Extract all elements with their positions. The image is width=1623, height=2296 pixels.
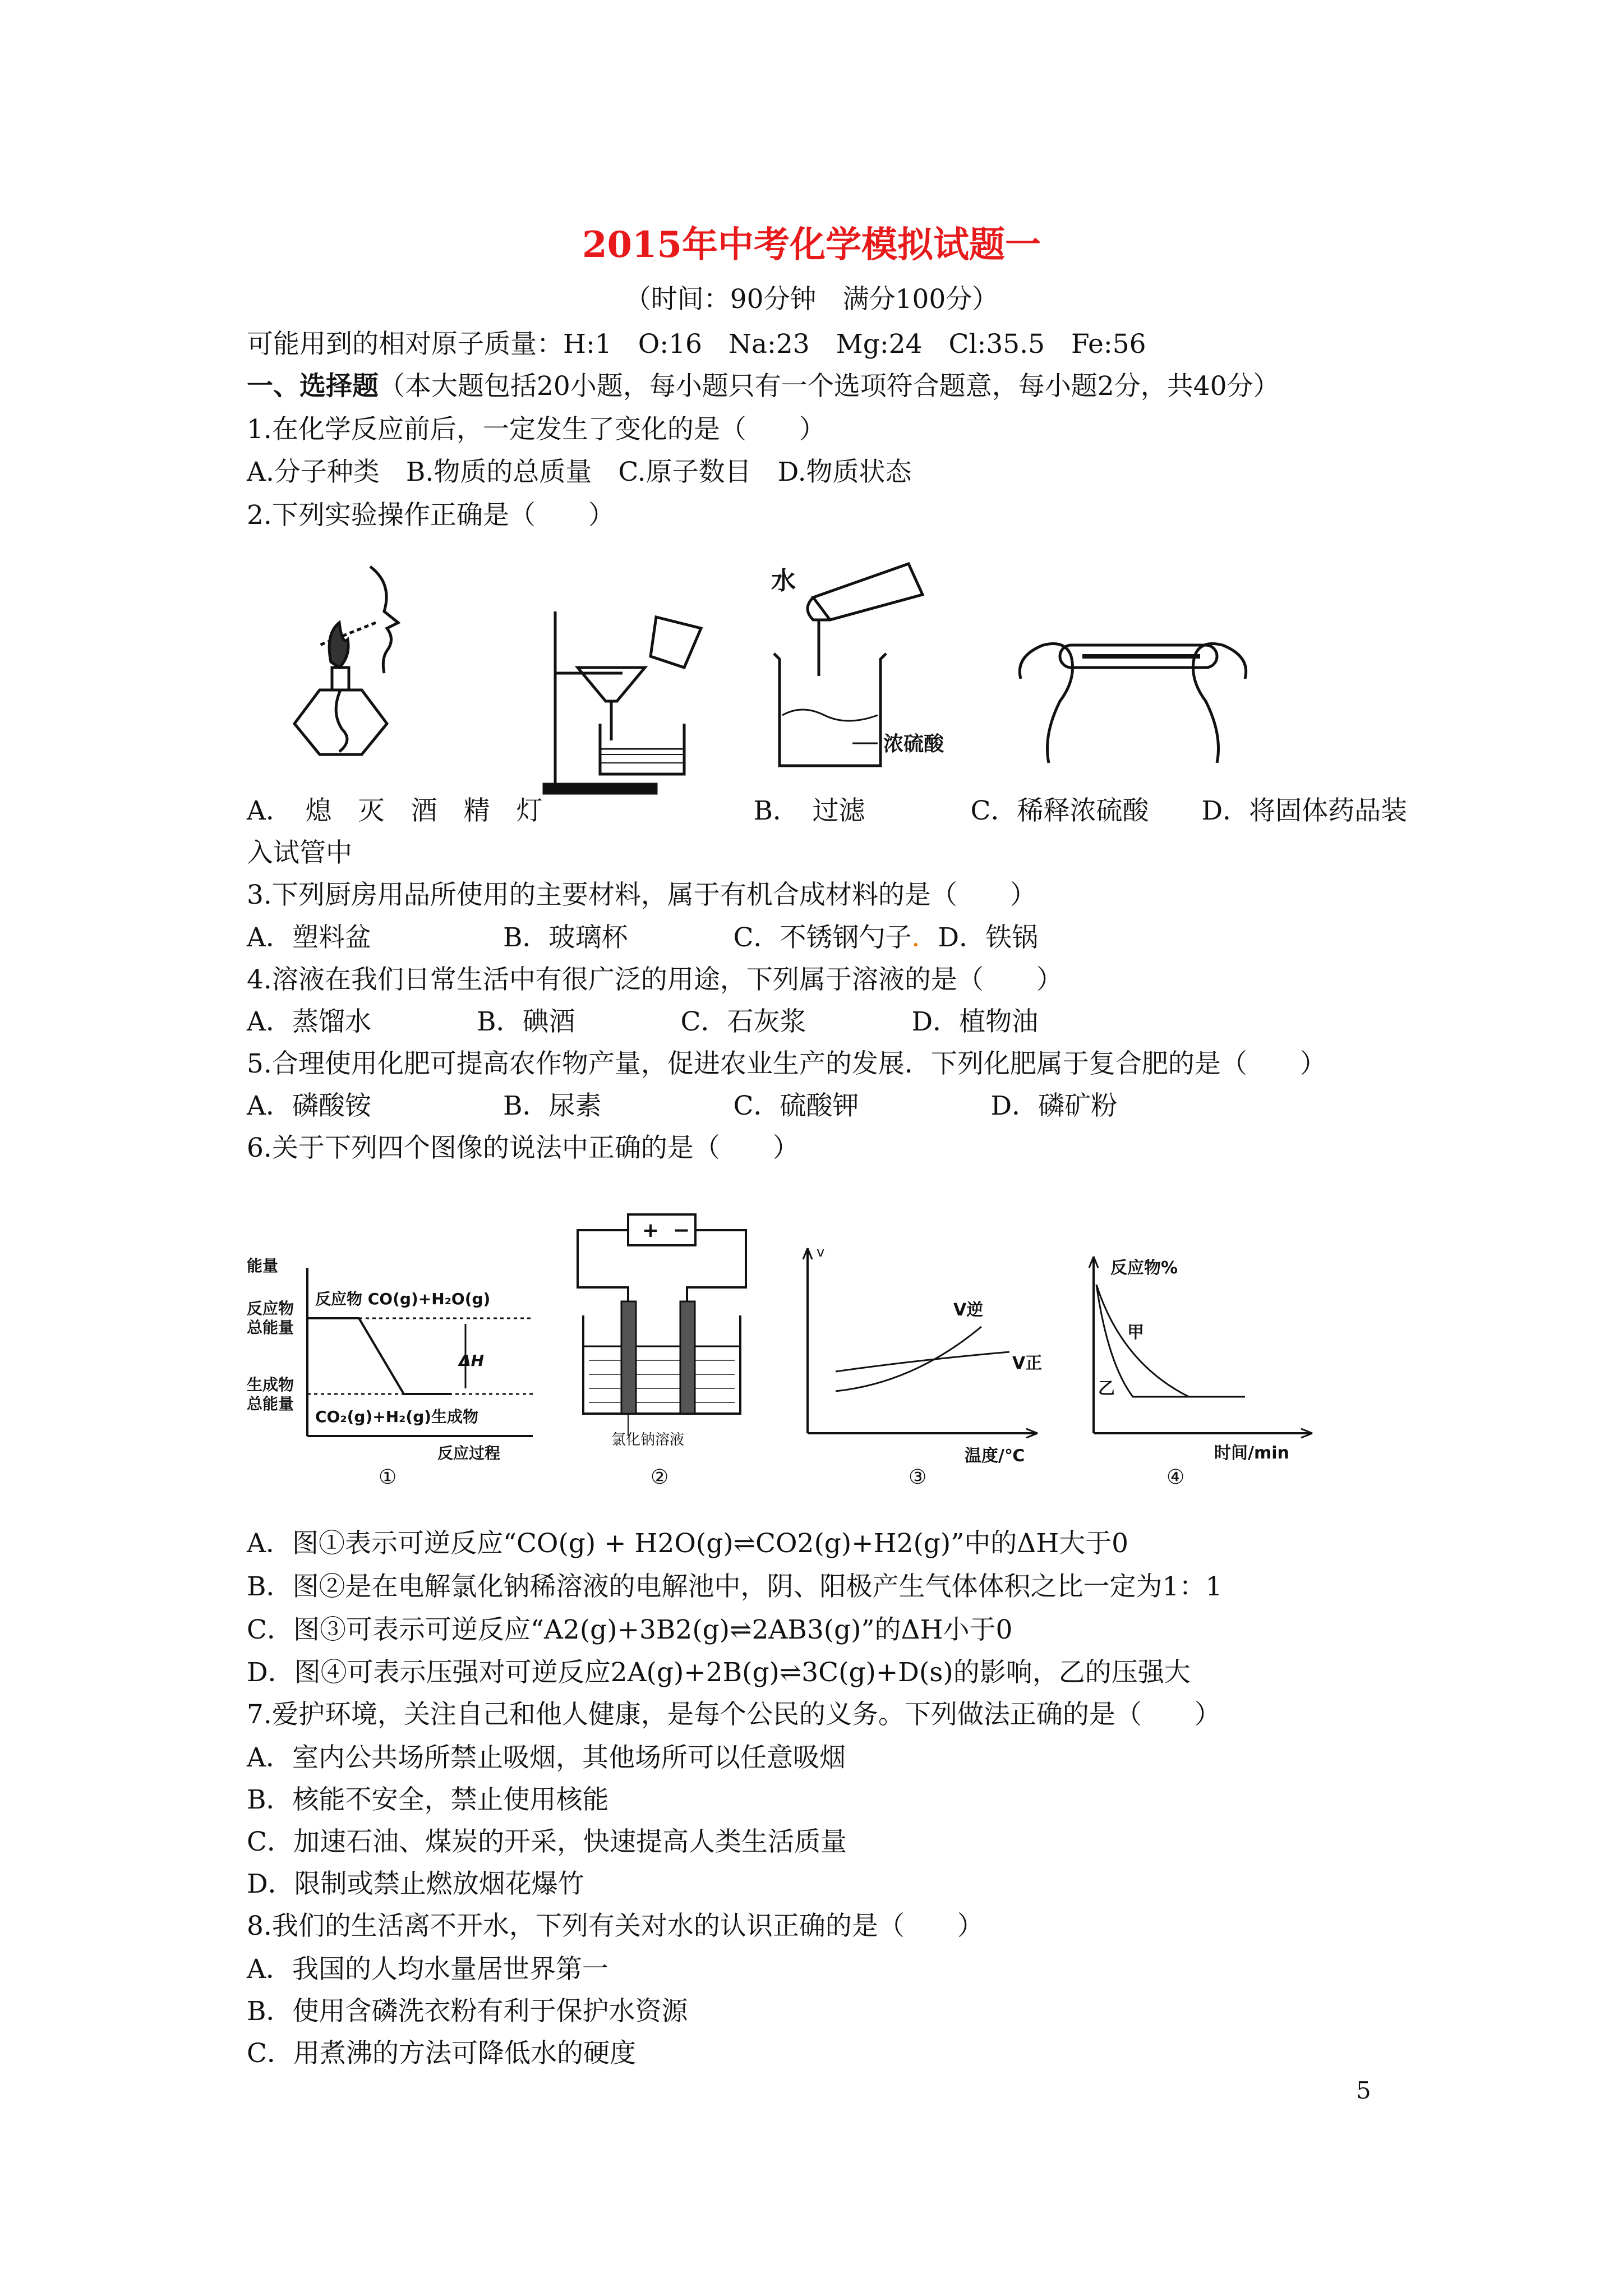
graph-4-number: ④ <box>1166 1466 1185 1489</box>
q6-option-b: B．图②是在电解氯化钠稀溶液的电解池中，阴、阳极产生气体体积之比一定为1：1 <box>247 1571 1223 1602</box>
section-title: 一、选择题 <box>247 371 379 402</box>
water-label: 水 <box>771 567 796 595</box>
q3-options <box>247 924 1038 951</box>
q5-stem: 5.合理使用化肥可提高农作物产量，促进农业生产的发展．下列化肥属于复合肥的是（ ） <box>247 1048 1326 1079</box>
positive-terminal: + <box>642 1219 660 1242</box>
graph-1-number: ① <box>379 1466 397 1489</box>
reaction-progress-label: 反应过程 <box>437 1444 501 1462</box>
q6-option-c: C．图③可表示可逆反应“A2(g)+3B2(g)⇌2AB3(g)”的ΔH小于0 <box>247 1614 1013 1645</box>
q2-options: A． 熄 灭 酒 精 灯 B． 过滤 C．稀释浓硫酸 D．将固体药品装 <box>247 795 1408 826</box>
q1-stem: 1.在化学反应前后，一定发生了变化的是（ ） <box>247 414 826 445</box>
q2-stem: 2.下列实验操作正确是（ ） <box>247 500 615 531</box>
q8-stem: 8.我们的生活离不开水，下列有关对水的认识正确的是（ ） <box>247 1911 984 1941</box>
q1-options: A.分子种类 B.物质的总质量 C.原子数目 D.物质状态 <box>247 457 912 487</box>
product-total-1: 生成物 <box>247 1375 294 1394</box>
v-forward-label: V正 <box>1012 1354 1043 1373</box>
time-axis-label: 时间/min <box>1214 1443 1289 1463</box>
q6-option-d: D．图④可表示压强对可逆反应2A(g)+2B(g)⇌3C(g)+D(s)的影响，乙的压强大 <box>247 1657 1191 1688</box>
energy-diagram <box>247 1251 550 1487</box>
page-title: 2015年中考化学模拟试题一 <box>582 224 1041 266</box>
curve-yi-label: 乙 <box>1098 1379 1115 1398</box>
section-note: （本大题包括20小题，每小题只有一个选项符合题意，每小题2分，共40分） <box>379 371 1280 402</box>
q7-stem: 7.爱护环境，关注自己和他人健康，是每个公民的义务。下列做法正确的是（ ） <box>247 1699 1221 1730</box>
nacl-solution-label: 氯化钠溶液 <box>611 1432 685 1448</box>
q3-options-abc: A．塑料盆 B．玻璃杯 C．不锈钢勺子 <box>247 922 912 953</box>
q8-option-a: A．我国的人均水量居世界第一 <box>247 1954 608 1985</box>
graph-3-number: ③ <box>909 1466 927 1489</box>
reactant-total-2: 总能量 <box>247 1318 294 1337</box>
q8-option-c: C．用煮沸的方法可降低水的硬度 <box>247 2038 636 2069</box>
atomic-masses: 可能用到的相对原子质量：H:1 O:16 Na:23 Mg:24 Cl:35.5 Fe:56 <box>247 329 1146 360</box>
alcohol-lamp-figure <box>286 561 454 769</box>
reactant-total-1: 反应物 <box>247 1299 294 1318</box>
q6-stem: 6.关于下列四个图像的说法中正确的是（ ） <box>247 1133 799 1163</box>
q4-stem: 4.溶液在我们日常生活中有很广泛的用途，下列属于溶液的是（ ） <box>247 964 1063 995</box>
section-heading <box>247 371 1280 402</box>
product-formula: CO₂(g)+H₂(g)生成物 <box>315 1407 479 1426</box>
q3-stem: 3.下列厨房用品所使用的主要材料，属于有机合成材料的是（ ） <box>247 880 1036 910</box>
acid-label: 浓硫酸 <box>883 733 944 756</box>
q8-option-b: B．使用含磷洗衣粉有利于保护水资源 <box>247 1996 688 2027</box>
q4-options: A．蒸馏水 B．碘酒 C．石灰浆 D．植物油 <box>247 1006 1039 1037</box>
q2-options-cont: 入试管中 <box>247 838 352 868</box>
negative-terminal: − <box>673 1219 690 1242</box>
v-axis-label: v <box>817 1244 825 1260</box>
reactant-formula: 反应物 CO(g)+H₂O(g) <box>315 1290 491 1308</box>
temperature-axis-label: 温度/℃ <box>965 1446 1025 1466</box>
electrolysis-diagram <box>566 1209 757 1489</box>
q7-option-a: A．室内公共场所禁止吸烟，其他场所可以任意吸烟 <box>247 1742 846 1773</box>
reactant-time-graph <box>1088 1251 1324 1487</box>
q7-option-c: C．加速石油、煤炭的开采，快速提高人类生活质量 <box>247 1826 847 1857</box>
delta-h-label: ΔH <box>459 1351 485 1370</box>
exam-info: （时间：90分钟 满分100分） <box>624 284 999 315</box>
graph-2-number: ② <box>651 1466 669 1489</box>
q3-option-d: D．铁锅 <box>938 922 1039 953</box>
curve-jia-label: 甲 <box>1127 1323 1144 1342</box>
dilution-figure <box>768 564 944 777</box>
product-total-2: 总能量 <box>247 1395 294 1413</box>
q7-option-d: D．限制或禁止燃放烟花爆竹 <box>247 1869 584 1899</box>
q6-option-a: A．图①表示可逆反应“CO(g) + H2O(g)⇌CO2(g)+H2(g)”中的ΔH大于0 <box>247 1528 1129 1559</box>
velocity-temperature-graph <box>796 1240 1043 1487</box>
energy-axis-label: 能量 <box>247 1257 279 1275</box>
q3-mark: ． <box>911 922 938 953</box>
q5-options: A．磷酸铵 B．尿素 C．硫酸钾 D．磷矿粉 <box>247 1091 1118 1121</box>
v-reverse-label: V逆 <box>953 1300 984 1320</box>
q7-option-b: B．核能不安全，禁止使用核能 <box>247 1784 609 1815</box>
reactant-percent-label: 反应物% <box>1110 1258 1178 1278</box>
test-tube-figure <box>1009 623 1256 763</box>
page-number: 5 <box>1356 2077 1371 2104</box>
filtration-figure <box>538 606 707 797</box>
